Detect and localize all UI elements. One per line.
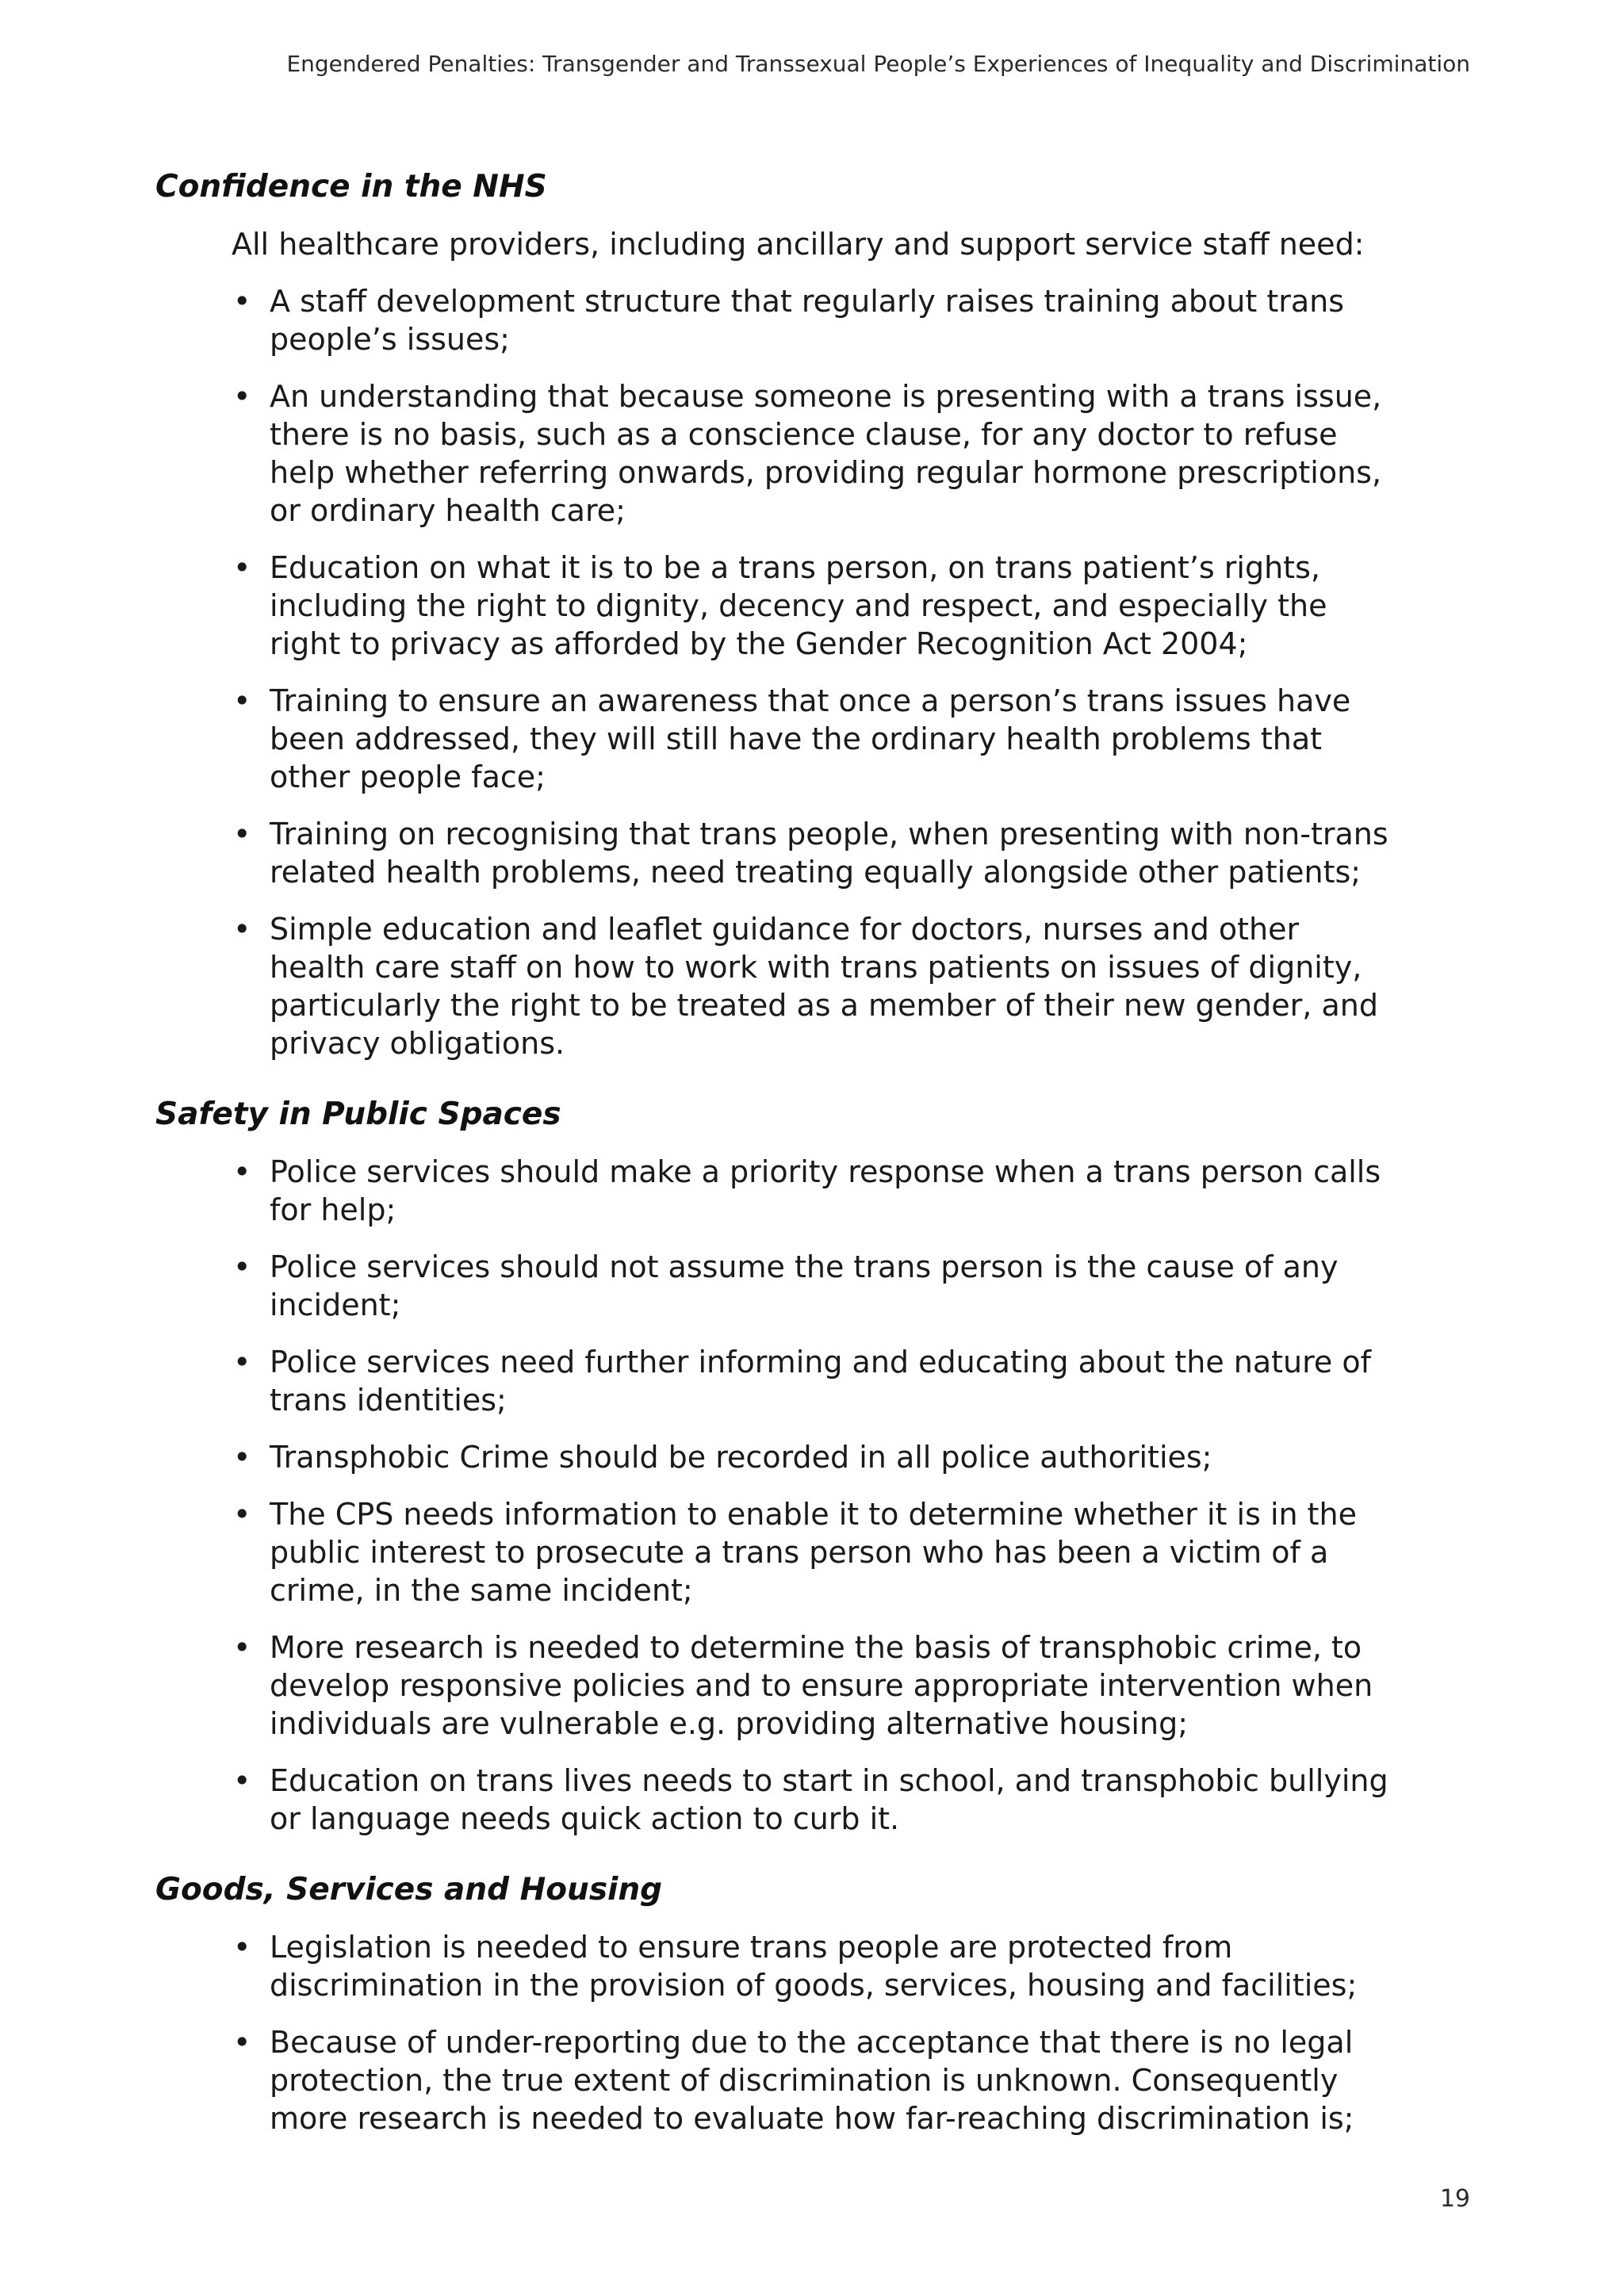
list-item (232, 1928, 1396, 2004)
page-number: 19 (1439, 2185, 1470, 2213)
list-item-text: Education on trans lives needs to start in school, and transphobic bullying or language needs quick action to curb it. (270, 1763, 1388, 1836)
running-header: Engendered Penalties: Transgender and Transsexual People’s Experiences of Inequality and Discrimination (286, 51, 1470, 77)
section-goods-services-housing (155, 1871, 1408, 2137)
list-item (232, 282, 1396, 358)
list-item-text: Simple education and leaflet guidance for doctors, nurses and other health care staff on how to work with trans patients on issues of dignity, particularly the right to be treated as a member of their new gender, and privacy obligations. (270, 912, 1378, 1061)
list-item (232, 815, 1396, 891)
bullet-icon: • (233, 379, 251, 414)
bullet-icon: • (233, 1440, 251, 1475)
list-item (232, 1343, 1396, 1419)
bullet-icon: • (233, 1630, 251, 1665)
bullet-icon: • (233, 1345, 251, 1380)
list-item-text: An understanding that because someone is presenting with a trans issue, there is no basis, such as a conscience clause, for any doctor to refuse help whether referring onwards, providing regular hormone prescriptions, or ordinary health care; (270, 379, 1382, 528)
list-item (232, 549, 1396, 663)
bullet-icon: • (233, 1497, 251, 1532)
list-item-text: Education on what it is to be a trans person, on trans patient’s rights, including the right to dignity, decency and respect, and especially the right to privacy as afforded by the Gender Recognition Act 2004; (270, 550, 1327, 661)
list-item (232, 1762, 1396, 1838)
section-heading: Goods, Services and Housing (155, 1872, 663, 1908)
list-item (232, 1153, 1396, 1229)
section-heading: Confidence in the NHS (155, 169, 547, 205)
bullet-list (155, 1153, 1408, 1838)
list-item (232, 1495, 1396, 1609)
list-item-text: Legislation is needed to ensure trans people are protected from discrimination in the provision of goods, services, housing and facilities; (270, 1930, 1358, 2003)
document-body (155, 168, 1408, 2171)
bullet-icon: • (233, 817, 251, 851)
list-item (232, 682, 1396, 796)
list-item (232, 377, 1396, 530)
bullet-icon: • (233, 1154, 251, 1189)
list-item (232, 1628, 1396, 1743)
bullet-icon: • (233, 1930, 251, 1965)
list-item-text: Because of under-reporting due to the acceptance that there is no legal protection, the true extent of discrimination is unknown. Consequently more research is needed to evaluate how far-reaching discrimination is; (270, 2025, 1354, 2136)
bullet-icon: • (233, 683, 251, 718)
list-item-text: Police services should make a priority response when a trans person calls for help; (270, 1154, 1381, 1227)
list-item-text: Police services should not assume the trans person is the cause of any incident; (270, 1249, 1339, 1322)
list-item-text: Training to ensure an awareness that once a person’s trans issues have been addressed, they will still have the ordinary health problems that other people face; (270, 683, 1351, 794)
bullet-icon: • (233, 912, 251, 947)
bullet-icon: • (233, 284, 251, 319)
bullet-icon: • (233, 1249, 251, 1284)
section-confidence-nhs (155, 168, 1408, 1062)
bullet-icon: • (233, 2025, 251, 2060)
section-heading: Safety in Public Spaces (155, 1096, 561, 1132)
bullet-icon: • (233, 550, 251, 585)
list-item-text: Police services need further informing and educating about the nature of trans identities; (270, 1345, 1372, 1418)
list-item-text: Training on recognising that trans people, when presenting with non-trans related health problems, need treating equally alongside other patients; (270, 817, 1388, 890)
list-item-text: A staff development structure that regularly raises training about trans people’s issues; (270, 284, 1345, 357)
section-intro: All healthcare providers, including ancillary and support service staff need: (232, 227, 1365, 262)
bullet-list (155, 282, 1408, 1062)
bullet-icon: • (233, 1763, 251, 1798)
list-item-text: Transphobic Crime should be recorded in all police authorities; (270, 1440, 1212, 1475)
section-safety-public-spaces (155, 1096, 1408, 1838)
list-item (232, 1248, 1396, 1324)
list-item-text: More research is needed to determine the basis of transphobic crime, to develop responsive policies and to ensure appropriate intervention when individuals are vulnerable e.g. providing alternative housing; (270, 1630, 1373, 1741)
bullet-list (155, 1928, 1408, 2137)
list-item (232, 910, 1396, 1062)
list-item (232, 2023, 1396, 2137)
list-item (232, 1438, 1396, 1476)
list-item-text: The CPS needs information to enable it to determine whether it is in the public interest to prosecute a trans person who has been a victim of a crime, in the same incident; (270, 1497, 1358, 1608)
